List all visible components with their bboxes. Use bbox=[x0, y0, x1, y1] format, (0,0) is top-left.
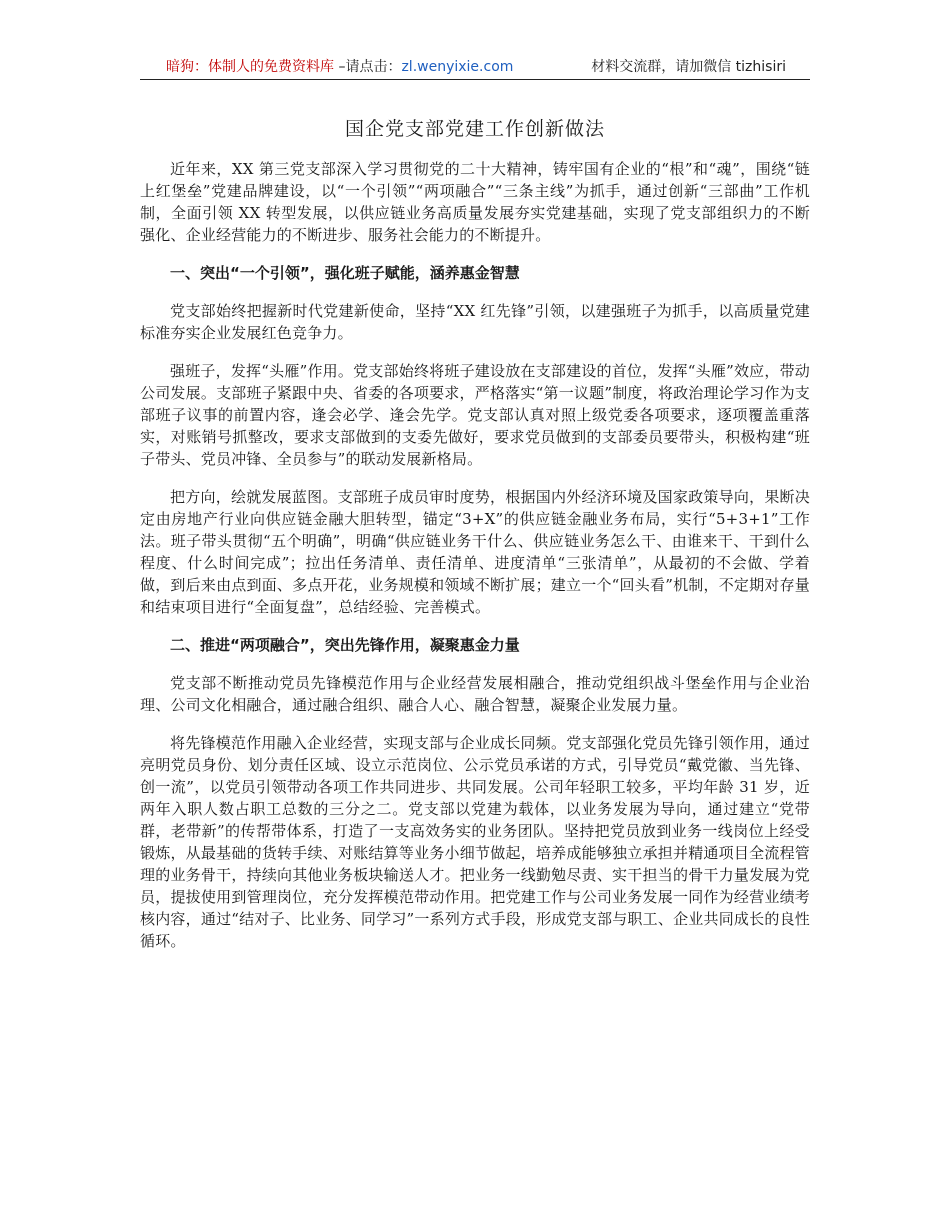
page-header bbox=[140, 57, 810, 80]
section-1-paragraph-3: 把方向，绘就发展蓝图。支部班子成员审时度势，根据国内外经济环境及国家政策导向，果断决定由房地产行业向供应链金融大胆转型，锚定“3+X”的供应链金融业务布局，实行“5+3+1”工作法。班子带头贯彻“五个明确”，明确“供应链业务干什么、供应链业务怎么干、由谁来干、干到什么程度、什么时间完成”；拉出任务清单、责任清单、进度清单“三张清单”，从最初的不会做、学着做，到后来由点到面、多点开花，业务规模和领域不断扩展；建立一个“回头看”机制，不定期对存量和结束项目进行“全面复盘”，总结经验、完善模式。 bbox=[140, 488, 810, 616]
document-title: 国企党支部党建工作创新做法 bbox=[344, 118, 605, 140]
section-2-paragraph-1: 党支部不断推动党员先锋模范作用与企业经营发展相融合，推动党组织战斗堡垒作用与企业治理、公司文化相融合，通过融合组织、融合人心、融合智慧，凝聚企业发展力量。 bbox=[140, 674, 810, 714]
document-body bbox=[140, 158, 810, 952]
section-2-paragraph-2: 将先锋模范作用融入企业经营，实现支部与企业成长同频。党支部强化党员先锋引领作用，通过亮明党员身份、划分责任区域、设立示范岗位、公示党员承诺的方式，引导党员“戴党徽、当先锋、创一流”，以党员引领带动各项工作共同进步、共同发展。公司年轻职工较多，平均年龄 31 岁，近两年入职人数占职工总数的三分之二。党支部以党建为载体，以业务发展为导向，通过建立“党带群，老带新”的传帮带体系，打造了一支高效务实的业务团队。坚持把党员放到业务一线岗位上经受锻炼，从最基础的货转手续、对账结算等业务小细节做起，培养成能够独立承担并精通项目全流程管理的业务骨干，持续向其他业务板块输送人才。把业务一线勤勉尽责、实干担当的骨干力量发展为党员，提拔使用到管理岗位，充分发挥模范带动作用。把党建工作与公司业务发展一同作为经营业绩考核内容，通过“结对子、比业务、同学习”一系列方式手段，形成党支部与职工、企业共同成长的良性循环。 bbox=[140, 734, 810, 950]
intro-paragraph: 近年来，XX 第三党支部深入学习贯彻党的二十大精神，铸牢国有企业的“根”和“魂”，围绕“链上红堡垒”党建品牌建设，以“一个引领”“两项融合”“三条主线”为抓手，通过创新“三部曲”工作机制，全面引领 XX 转型发展，以供应链业务高质量发展夯实党建基础，实现了党支部组织力的不断强化、企业经营能力的不断进步、服务社会能力的不断提升。 bbox=[140, 160, 810, 244]
section-2-heading: 二、推进“两项融合”，突出先锋作用，凝聚惠金力量 bbox=[170, 636, 520, 654]
section-1-heading: 一、突出“一个引领”，强化班子赋能，涵养惠金智慧 bbox=[170, 264, 520, 282]
section-1-paragraph-1: 党支部始终把握新时代党建新使命，坚持“XX 红先锋”引领，以建强班子为抓手，以高质量党建标准夯实企业发展红色竞争力。 bbox=[140, 302, 810, 342]
header-link[interactable]: zl.wenyixie.com bbox=[401, 59, 514, 75]
header-separator: –请点击： bbox=[334, 59, 402, 75]
header-wechat-note: 材料交流群，请加微信 tizhisiri bbox=[591, 59, 786, 75]
header-brand: 暗狗：体制人的免费资料库 –请点击：zl.wenyixie.com bbox=[166, 59, 514, 75]
section-1-paragraph-2: 强班子，发挥“头雁”作用。党支部始终将班子建设放在支部建设的首位，发挥“头雁”效应，带动公司发展。支部班子紧跟中央、省委的各项要求，严格落实“第一议题”制度，将政治理论学习作为支部班子议事的前置内容，逢会必学、逢会先学。党支部认真对照上级党委各项要求，逐项覆盖重落实，对账销号抓整改，要求支部做到的支委先做好，要求党员做到的支部委员要带头，积极构建“班子带头、党员冲锋、全员参与”的联动发展新格局。 bbox=[140, 362, 810, 468]
